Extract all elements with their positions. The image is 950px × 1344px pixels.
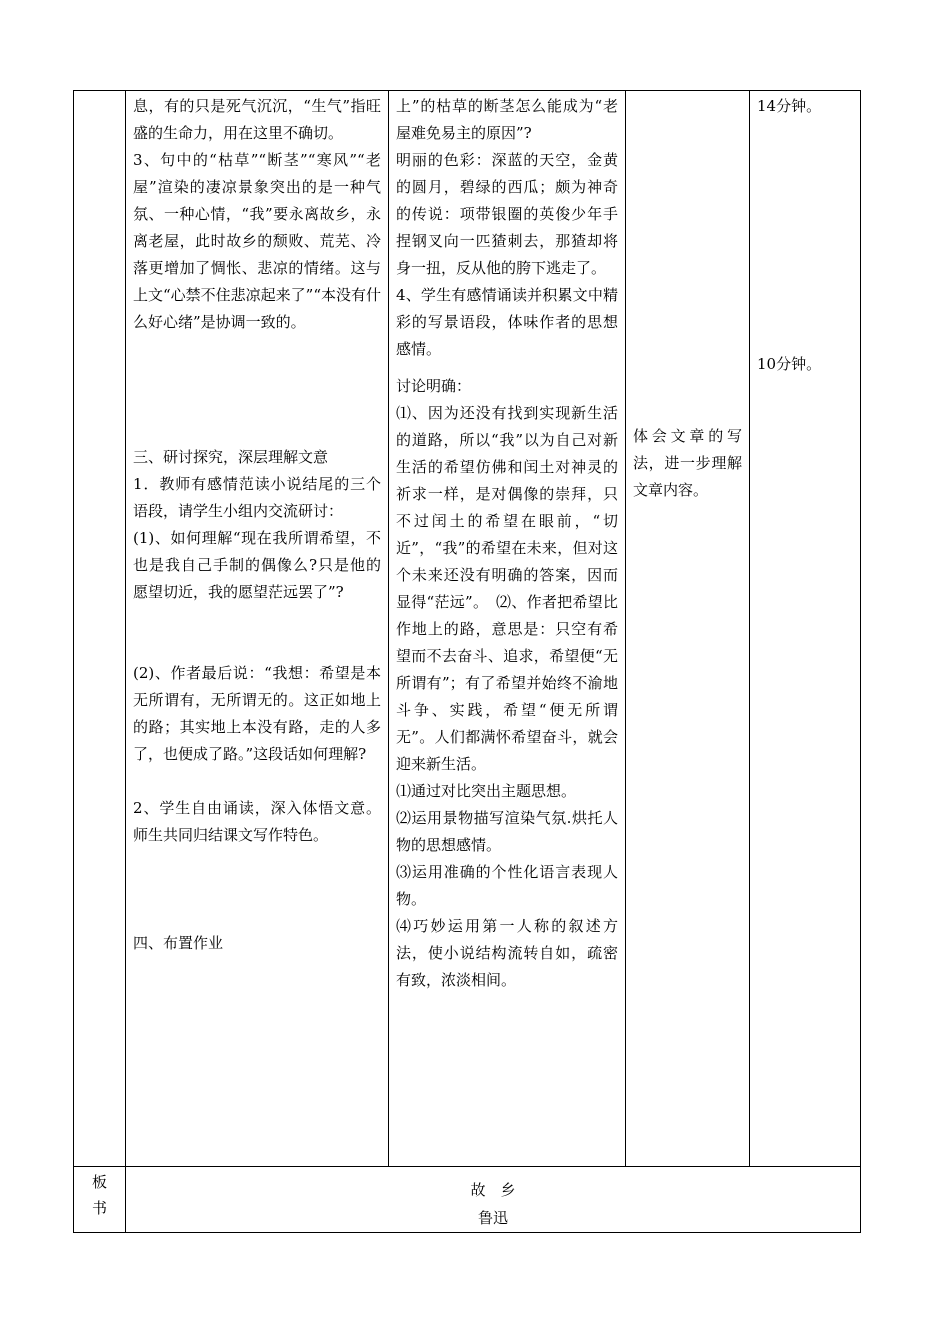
activity-paragraph: 4、学生有感情诵读并积累文中精彩的写景语段，体味作者的思想感情。 xyxy=(396,286,618,358)
process-paragraph: 2、学生自由诵读，深入体悟文意。师生共同归结课文写作特色。 xyxy=(133,799,381,844)
discussion-title: 讨论明确： xyxy=(396,377,472,395)
design-intent-cell xyxy=(626,91,750,1167)
writing-feature: ⑷巧妙运用第一人称的叙述方法，使小说结构流转自如，疏密有致，浓淡相间。 xyxy=(396,917,618,989)
writing-feature: ⑶运用准确的个性化语言表现人物。 xyxy=(396,863,618,908)
board-title: 故 乡 xyxy=(470,1181,516,1199)
process-paragraph: 1．教师有感情范读小说结尾的三个语段，请学生小组内交流研讨： xyxy=(133,475,381,520)
section-4-title: 四、布置作业 xyxy=(133,934,224,952)
writing-feature: ⑴通过对比突出主题思想。 xyxy=(396,782,577,800)
design-intent-text: 体会文章的写法，进一步理解文章内容。 xyxy=(633,427,742,499)
student-activity-cell xyxy=(389,91,626,1167)
writing-feature: ⑵运用景物描写渲染气氛.烘托人物的思想感情。 xyxy=(396,809,618,854)
board-label: 板书 xyxy=(91,1173,107,1217)
question-2: (2)、作者最后说：“我想：希望是本无所谓有，无所谓无的。这正如地上的路；其实地上本没有路，走的人多了，也便成了路。”这段话如何理解? xyxy=(133,664,381,763)
process-paragraph: 3、句中的“枯草”“断茎”“寒风”“老屋”渲染的凄凉景象突出的是一种气氛、一种心情，“我”要永离故乡，永离老屋，此时故乡的颓败、荒芜、冷落更增加了惆怅、悲凉的情绪。这与上文“心禁不住悲凉起来了”“本没有什么好心绪”是协调一致的。 xyxy=(133,151,382,331)
board-label-cell xyxy=(74,1167,126,1233)
board-author: 鲁迅 xyxy=(477,1209,508,1227)
time-cell xyxy=(750,91,861,1167)
section-3-title: 三、研讨探究，深层理解文意 xyxy=(133,448,329,466)
blank-column-cell xyxy=(74,91,126,1167)
activity-paragraph: 明丽的色彩：深蓝的天空，金黄的圆月，碧绿的西瓜；颇为神奇的传说：项带银圈的英俊少年手捏钢叉向一匹猹刺去，那猹却将身一扭，反从他的胯下逃走了。 xyxy=(396,151,618,277)
time-allocation: 10分钟。 xyxy=(757,355,822,373)
time-allocation: 14分钟。 xyxy=(757,97,822,115)
lesson-plan-table xyxy=(73,90,861,1233)
discussion-answer: ⑴、因为还没有找到实现新生活的道路，所以“我”以为自己对新生活的希望仿佛和闰土对神灵的祈求一样，是对偶像的崇拜，只不过闰土的希望在眼前，“切近”，“我”的希望在未来，但对这个未来还没有明确的答案，因而显得“茫远”。 ⑵、作者把希望比作地上的路，意思是：只空有希望而不去奋斗、追求，希望便“无所谓有”；有了希望并始终不渝地斗争、实践，希望“便无所谓无”。人们都满怀希望奋斗，就会迎来新生活。 xyxy=(396,404,618,773)
board-content-cell xyxy=(126,1167,861,1233)
question-1: (1)、如何理解“现在我所谓希望，不也是我自己手制的偶像么?只是他的愿望切近，我的愿望茫远罢了”? xyxy=(133,529,381,601)
activity-paragraph: 上”的枯草的断茎怎么能成为“老屋难免易主的原因”? xyxy=(396,97,618,142)
process-paragraph: 息，有的只是死气沉沉，“生气”指旺盛的生命力，用在这里不确切。 xyxy=(133,97,381,142)
teaching-process-cell xyxy=(126,91,389,1167)
